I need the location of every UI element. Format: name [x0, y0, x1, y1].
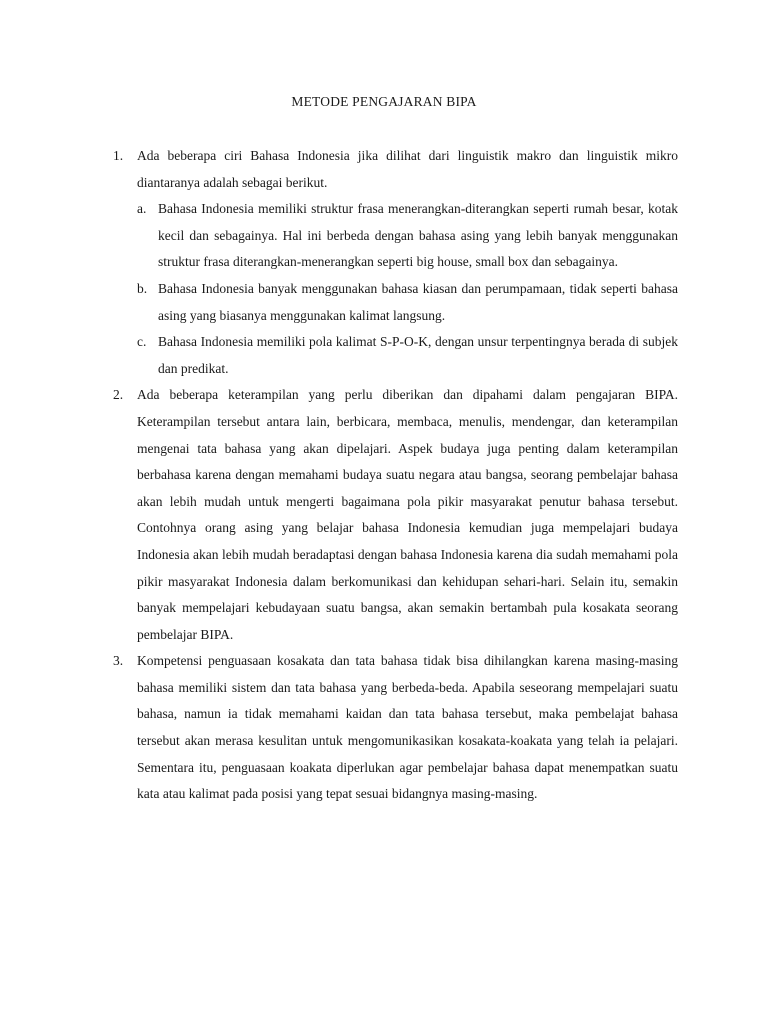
sublist-item-text: Bahasa Indonesia memiliki pola kalimat S-P-O-K, dengan unsur terpentingnya berada di subjek dan predikat. [158, 334, 678, 376]
sublist-item-b [137, 276, 678, 329]
document-title: METODE PENGAJARAN BIPA [291, 94, 477, 109]
numbered-list [113, 143, 678, 808]
lettered-sublist [137, 196, 678, 382]
list-number: 1. [113, 148, 124, 163]
list-number: 3. [113, 653, 124, 669]
sublist-item-c [137, 329, 678, 382]
list-item-3 [113, 648, 678, 808]
sublist-item-text: Bahasa Indonesia memiliki struktur frasa menerangkan-diterangkan seperti rumah besar, kotak kecil dan sebagainya. Hal ini berbeda dengan bahasa asing yang lebih banyak menggunakan struktur frasa diterangkan-menerangkan seperti big house, small box dan sebagainya. [158, 201, 678, 270]
sublist-letter: c. [137, 334, 147, 350]
list-item-text: Ada beberapa ciri Bahasa Indonesia jika dilihat dari linguistik makro dan linguistik mikro diantaranya adalah sebagai berikut. [137, 148, 678, 190]
sublist-letter: a. [137, 201, 147, 217]
list-item-text: Kompetensi penguasaan kosakata dan tata bahasa tidak bisa dihilangkan karena masing-masing bahasa memiliki sistem dan tata bahasa yang berbeda-beda. Apabila seseorang mempelajari suatu bahasa, namun ia tidak memahami kaidan dan tata bahasa tersebut, maka pembelajat bahasa tersebut akan merasa kesulitan untuk mengomunikasikan kosakata-koakata yang telah ia pelajari. Sementara itu, penguasaan koakata diperlukan agar pembelajar bahasa dapat menempatkan suatu kata atau kalimat pada posisi yang tepat sesuai bidangnya masing-masing. [137, 653, 678, 802]
list-item-1 [113, 143, 678, 382]
sublist-item-text: Bahasa Indonesia banyak menggunakan bahasa kiasan dan perumpamaan, tidak seperti bahasa asing yang biasanya menggunakan kalimat langsung. [158, 280, 678, 323]
list-item-text: Ada beberapa keterampilan yang perlu diberikan dan dipahami dalam pengajaran BIPA. Keterampilan tersebut antara lain, berbicara, membaca, menulis, mendengar, dan keterampilan mengenai tata bahasa yang akan dipelajari. Aspek budaya juga penting dalam keterampilan berbahasa karena dengan memahami budaya suatu negara atau bangsa, seorang pembelajar bahasa akan lebih mudah untuk mengerti bagaimana pola pikir masyarakat penutur bahasa tersebut. Contohnya orang asing yang belajar bahasa Indonesia kemudian juga mempelajari budaya Indonesia akan lebih mudah beradaptasi dengan bahasa Indonesia karena dia sudah memahami pola pikir masyarakat Indonesia dalam berkomunikasi dan kehidupan sehari-hari. Selain itu, semakin banyak mempelajari kebudayaan suatu bangsa, akan semakin bertambah pula kosakata seorang pembelajar BIPA. [137, 387, 678, 642]
list-item-2 [113, 382, 678, 648]
sublist-item-a [137, 196, 678, 276]
list-number: 2. [113, 387, 124, 403]
sublist-letter: b. [137, 280, 148, 296]
